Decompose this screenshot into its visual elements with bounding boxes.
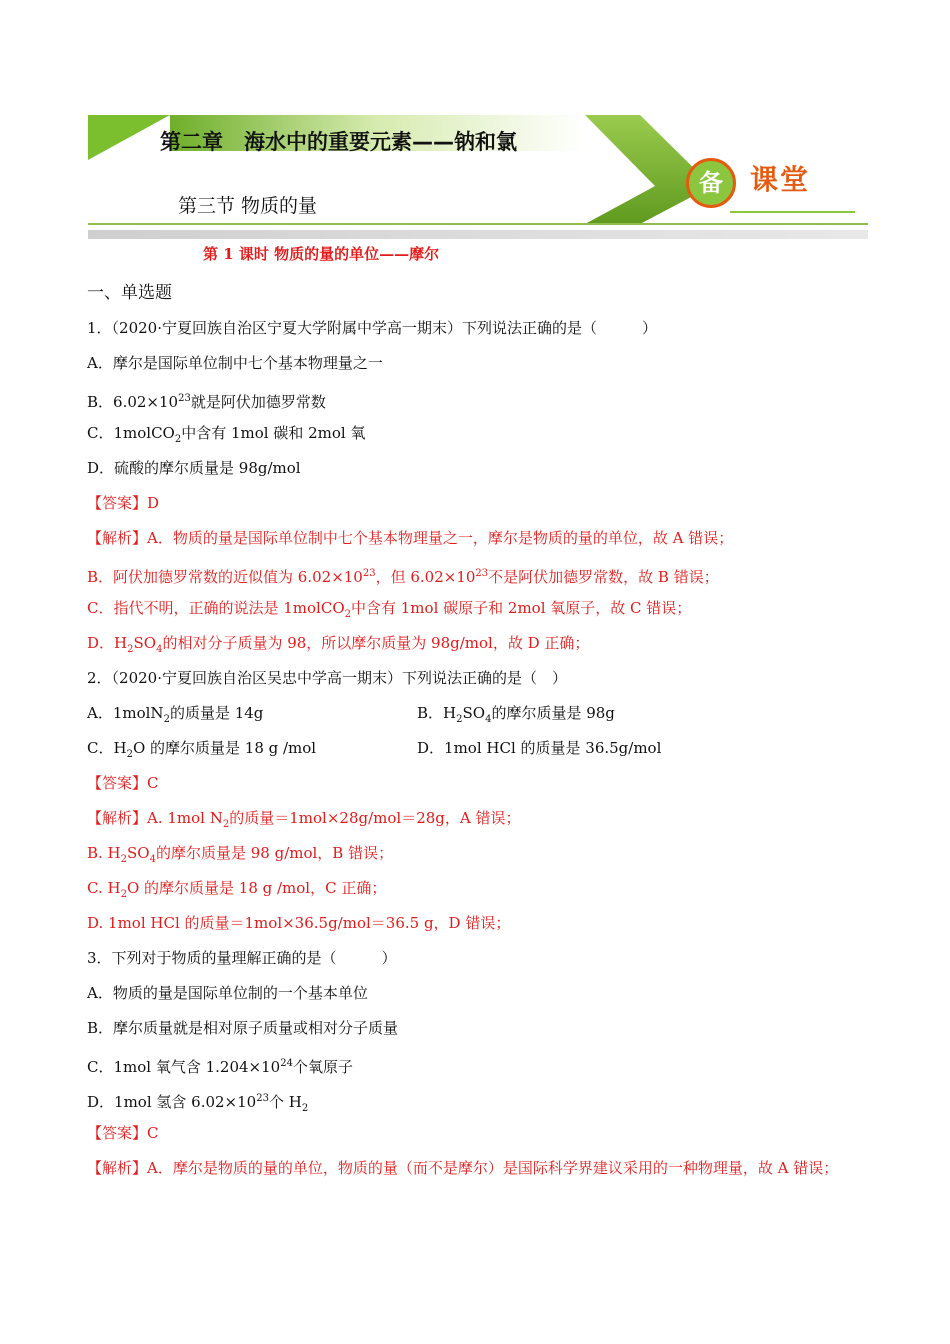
q1-option-c: C．1molCO$_2$中含有 1mol 碳和 2mol 氧: [87, 424, 366, 445]
q3-option-d: D．1mol 氢含 $6.02\times 10^{23}$个 $H_2$: [87, 1093, 309, 1114]
q1-option-a: A．摩尔是国际单位制中七个基本物理量之一: [87, 354, 383, 372]
logo-text: 课堂: [750, 163, 811, 196]
q2-analysis-b: B. $H_2SO_4$的摩尔质量是 98 g/mol，B 错误；: [87, 844, 394, 865]
q2-option-b: B．$H_2SO_4$的摩尔质量是 98g: [417, 704, 615, 725]
q1-answer: 【答案】D: [87, 494, 160, 512]
q1-stem: 1．（2020·宁夏回族自治区宁夏大学附属中学高一期末）下列说法正确的是（ ）: [87, 319, 657, 337]
q2-options-ab: [87, 696, 877, 731]
q3-stem: 3．下列对于物质的量理解正确的是（ ）: [87, 949, 397, 967]
q2-analysis-d: D. 1mol HCl 的质量＝1mol×36.5g/mol＝36.5 g，D 错误；: [87, 914, 511, 932]
logo-badge: 备: [686, 158, 736, 208]
q3-option-b: B．摩尔质量就是相对原子质量或相对分子质量: [87, 1019, 399, 1037]
q1-option-b: B．$6.02\times 10^{23}$就是阿伏加德罗常数: [87, 393, 326, 411]
q2-analysis-c: C. $H_2O$ 的摩尔质量是 18 g /mol，C 正确；: [87, 879, 387, 900]
q3-option-a: A．物质的量是国际单位制的一个基本单位: [87, 984, 368, 1002]
page-header: [0, 0, 950, 263]
q3-answer: 【答案】C: [87, 1124, 159, 1142]
document-body: [87, 276, 877, 1186]
q2-answer: 【答案】C: [87, 774, 159, 792]
section-heading: 一、单选题: [87, 283, 172, 303]
q2-option-a: A．1molN$_2$的质量是 14g: [87, 704, 264, 725]
q2-stem: 2．（2020·宁夏回族自治区吴忠中学高一期末）下列说法正确的是（ ）: [87, 669, 567, 687]
q1-analysis-b: B．阿伏加德罗常数的近似值为 $6.02\times 10^{23}$，但 $6.02\times 10^{23}$不是阿伏加德罗常数，故 B 错误；: [87, 568, 719, 586]
q2-options-cd: [87, 731, 877, 766]
q1-option-d: D．硫酸的摩尔质量是 98g/mol: [87, 459, 301, 477]
q2-option-d: D．1mol HCl 的质量是 36.5g/mol: [417, 739, 662, 757]
header-banner-graphic: [0, 0, 950, 250]
q2-option-c: C．$H_2O$ 的摩尔质量是 18 g /mol: [87, 739, 317, 760]
q1-analysis-d: D．$H_2SO_4$的相对分子质量为 98，所以摩尔质量为 98g/mol，故 D 正确；: [87, 634, 590, 655]
section-title: 第三节 物质的量: [178, 195, 318, 217]
chapter-title: 第二章 海水中的重要元素——钠和氯: [160, 130, 517, 154]
q1-analysis-a: 【解析】A．物质的量是国际单位制中七个基本物理量之一，摩尔是物质的量的单位，故 A 错误；: [87, 529, 734, 547]
lesson-title: 第 1 课时 物质的量的单位——摩尔: [203, 245, 440, 263]
q3-analysis-a: 【解析】A．摩尔是物质的量的单位，物质的量（而不是摩尔）是国际科学界建议采用的一种物理量，故 A 错误；: [87, 1159, 839, 1177]
q2-analysis-a: 【解析】A. 1mol $N_2$的质量＝1mol×28g/mol＝28g，A 错误；: [87, 809, 521, 830]
q3-option-c: C．1mol 氧气含 $1.204\times 10^{24}$个氧原子: [87, 1058, 353, 1076]
q1-analysis-c: C．指代不明，正确的说法是 1molCO$_2$中含有 1mol 碳原子和 2mol 氧原子，故 C 错误；: [87, 599, 692, 620]
